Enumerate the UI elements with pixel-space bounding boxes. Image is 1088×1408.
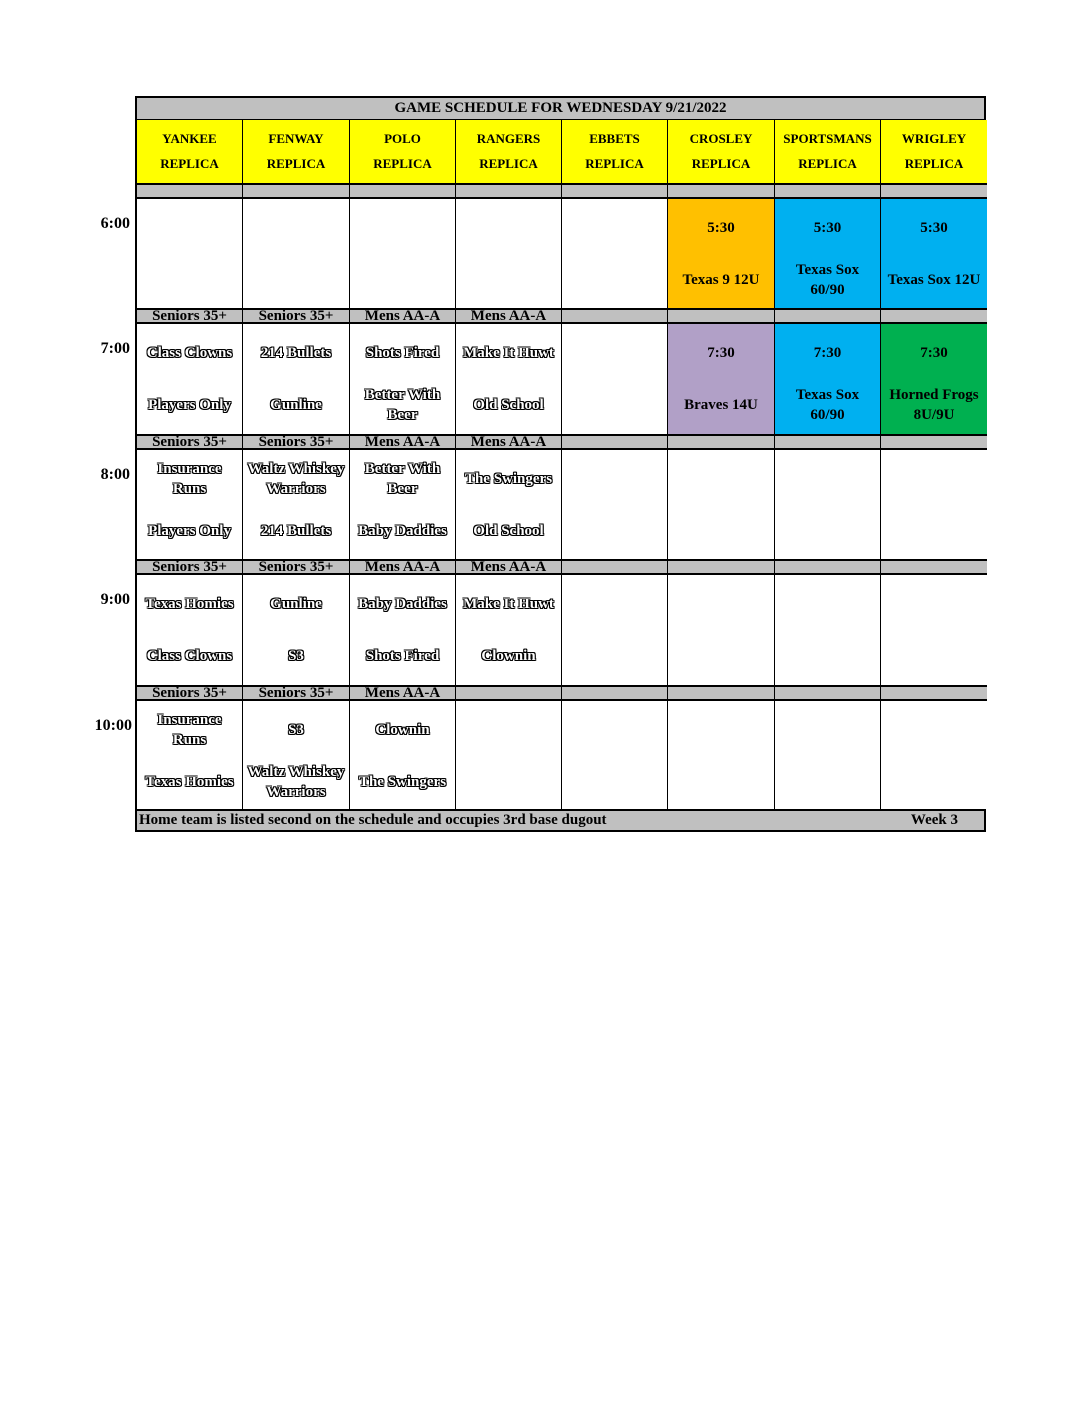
home-team: Baby Daddies [358, 523, 447, 539]
field-header-rangers [456, 120, 562, 183]
home-team [456, 255, 561, 305]
away-team [562, 454, 667, 504]
game-cell [562, 324, 668, 434]
game-cell [137, 575, 243, 685]
game-cell [775, 450, 881, 559]
division-label [137, 183, 243, 199]
home-team [668, 631, 774, 681]
game-cell [775, 324, 881, 434]
division-label [562, 559, 668, 575]
game-cell [881, 575, 987, 685]
home-team: Players Only [148, 523, 231, 539]
home-team [562, 506, 667, 556]
division-label [456, 183, 562, 199]
division-label [881, 434, 987, 450]
home-team [562, 757, 667, 807]
home-team: Texas 9 12U [682, 272, 760, 288]
division-label: Seniors 35+ [137, 559, 243, 575]
field-header-ebbets [562, 120, 668, 183]
away-team: Shots Fired [365, 345, 440, 361]
division-label [668, 183, 775, 199]
game-cell [350, 324, 456, 434]
game-cell [668, 575, 775, 685]
week-label: Week 3 [910, 812, 958, 828]
footer-note-bar [137, 809, 984, 830]
home-team [668, 506, 774, 556]
game-cell [562, 575, 668, 685]
away-team: 5:30 [813, 220, 842, 236]
field-sub: REPLICA [479, 156, 538, 172]
away-team: Clownin [375, 722, 430, 738]
field-name: RANGERS [476, 130, 541, 146]
home-team: Texas Sox 12U [887, 272, 981, 288]
away-team: Texas Homies [145, 596, 234, 612]
division-label [881, 685, 987, 701]
time-label: 10:00 [94, 717, 132, 734]
division-label: Mens AA-A [350, 434, 456, 450]
division-label [562, 685, 668, 701]
division-label: Seniors 35+ [137, 685, 243, 701]
away-team [562, 579, 667, 629]
away-team [562, 203, 667, 253]
away-team [350, 203, 455, 253]
away-team: 7:30 [707, 345, 735, 361]
division-label [668, 559, 775, 575]
division-label: Seniors 35+ [137, 308, 243, 324]
away-team [668, 579, 774, 629]
game-cell [456, 575, 562, 685]
home-team [881, 757, 987, 807]
away-team: 7:30 [920, 345, 948, 361]
home-team [350, 255, 455, 305]
game-cell [456, 701, 562, 809]
division-label: Mens AA-A [350, 308, 456, 324]
schedule-table [135, 96, 986, 832]
division-label [668, 308, 775, 324]
away-team [775, 579, 880, 629]
division-label [775, 183, 881, 199]
home-team [775, 757, 880, 807]
home-team: Old School [473, 523, 544, 539]
away-team: The Swingers [464, 471, 553, 487]
field-sub: REPLICA [266, 156, 326, 172]
field-header-sportsmans [775, 120, 881, 183]
away-team: 214 Bullets [260, 345, 332, 361]
time-label: 9:00 [100, 591, 130, 608]
game-cell [881, 701, 987, 809]
home-team: Horned Frogs 8U/9U [889, 387, 979, 423]
away-team [668, 705, 774, 755]
game-cell [562, 199, 668, 308]
game-cell [562, 701, 668, 809]
home-team: Players Only [148, 397, 231, 413]
game-cell [137, 701, 243, 809]
home-team: Texas Sox 60/90 [795, 262, 860, 298]
division-label [775, 434, 881, 450]
game-cell [350, 701, 456, 809]
division-label: Mens AA-A [456, 434, 562, 450]
division-label [775, 559, 881, 575]
game-cell [881, 199, 987, 308]
division-label: Mens AA-A [350, 685, 456, 701]
field-header-wrigley [881, 120, 987, 183]
home-team [137, 255, 242, 305]
game-cell [881, 450, 987, 559]
game-cell [243, 450, 350, 559]
division-label: Mens AA-A [456, 559, 562, 575]
division-label [668, 685, 775, 701]
away-team: Insurance Runs [157, 712, 222, 748]
game-cell [243, 701, 350, 809]
away-team [562, 328, 667, 378]
home-team [775, 506, 880, 556]
field-sub: REPLICA [904, 156, 964, 172]
footer-note: Home team is listed second on the schedule and occupies 3rd base dugout [139, 812, 607, 828]
field-name: CROSLEY [689, 130, 753, 146]
field-sub: REPLICA [585, 156, 644, 172]
field-sub: REPLICA [798, 156, 857, 172]
division-label: Seniors 35+ [243, 308, 350, 324]
field-sub: REPLICA [373, 156, 432, 172]
time-label: 6:00 [100, 215, 130, 232]
home-team: Braves 14U [684, 397, 758, 413]
field-name: FENWAY [268, 130, 324, 146]
away-team [456, 705, 561, 755]
division-label [562, 183, 668, 199]
away-team: Insurance Runs [157, 461, 222, 497]
away-team [881, 579, 987, 629]
game-cell [350, 575, 456, 685]
field-sub: REPLICA [160, 156, 219, 172]
game-cell [562, 450, 668, 559]
home-team: Old School [473, 397, 544, 413]
away-team [881, 454, 987, 504]
home-team: Better With Beer [364, 387, 441, 423]
away-team [881, 705, 987, 755]
game-cell [243, 575, 350, 685]
division-label: Seniors 35+ [137, 434, 243, 450]
home-team: Gunline [270, 397, 322, 413]
division-label: Seniors 35+ [243, 559, 350, 575]
division-label: Seniors 35+ [243, 685, 350, 701]
division-label [881, 559, 987, 575]
away-team: Gunline [270, 596, 322, 612]
field-name: SPORTSMANS [783, 130, 872, 146]
game-cell [137, 324, 243, 434]
home-team: Class Clowns [146, 648, 233, 664]
division-label [350, 183, 456, 199]
home-team [668, 757, 774, 807]
home-team [562, 255, 667, 305]
away-team: S3 [288, 722, 304, 738]
game-cell [668, 450, 775, 559]
away-team: 5:30 [920, 220, 948, 236]
game-cell [243, 324, 350, 434]
away-team: Better With Beer [364, 461, 441, 497]
away-team [775, 454, 880, 504]
away-team [243, 203, 349, 253]
home-team: Texas Homies [145, 774, 234, 790]
division-label [562, 308, 668, 324]
away-team: Make It Huwt [463, 596, 554, 612]
division-label [668, 434, 775, 450]
division-label: Mens AA-A [350, 559, 456, 575]
away-team [562, 705, 667, 755]
division-label: Seniors 35+ [243, 434, 350, 450]
home-team [562, 631, 667, 681]
game-cell [137, 450, 243, 559]
division-label [881, 308, 987, 324]
division-label [456, 685, 562, 701]
field-header-fenway [243, 120, 350, 183]
home-team [775, 631, 880, 681]
division-label [775, 308, 881, 324]
game-cell [456, 324, 562, 434]
game-cell [775, 701, 881, 809]
division-label [562, 434, 668, 450]
home-team: 214 Bullets [260, 523, 332, 539]
game-cell [775, 575, 881, 685]
field-name: EBBETS [589, 130, 640, 146]
game-cell [668, 199, 775, 308]
game-cell [137, 199, 243, 308]
away-team: Class Clowns [146, 345, 233, 361]
home-team [243, 255, 349, 305]
game-cell [881, 324, 987, 434]
game-cell [775, 199, 881, 308]
game-cell [668, 324, 775, 434]
game-cell [668, 701, 775, 809]
division-label: Mens AA-A [456, 308, 562, 324]
away-team: 7:30 [813, 345, 842, 361]
home-team: Texas Sox 60/90 [795, 387, 860, 423]
away-team: Make It Huwt [463, 345, 554, 361]
division-label [243, 183, 350, 199]
away-team [137, 203, 242, 253]
home-team: Waltz Whiskey Warriors [247, 764, 345, 800]
game-cell [456, 199, 562, 308]
field-header-yankee [137, 120, 243, 183]
away-team: Baby Daddies [358, 596, 447, 612]
time-label: 8:00 [100, 466, 130, 483]
field-name: YANKEE [162, 130, 217, 146]
division-label [881, 183, 987, 199]
field-name: POLO [384, 130, 421, 146]
away-team [668, 454, 774, 504]
home-team: Shots Fired [365, 648, 440, 664]
field-name: WRIGLEY [901, 130, 967, 146]
away-team: Waltz Whiskey Warriors [247, 461, 345, 497]
division-label [775, 685, 881, 701]
home-team: Clownin [481, 648, 536, 664]
home-team [881, 631, 987, 681]
schedule-title: GAME SCHEDULE FOR WEDNESDAY 9/21/2022 [137, 98, 984, 120]
game-cell [243, 199, 350, 308]
game-cell [456, 450, 562, 559]
home-team [881, 506, 987, 556]
field-sub: REPLICA [691, 156, 751, 172]
home-team [456, 757, 561, 807]
home-team: S3 [288, 648, 304, 664]
game-cell [350, 450, 456, 559]
away-team [775, 705, 880, 755]
field-header-polo [350, 120, 456, 183]
field-header-crosley [668, 120, 775, 183]
time-label: 7:00 [100, 340, 130, 357]
game-cell [350, 199, 456, 308]
away-team [456, 203, 561, 253]
home-team [562, 380, 667, 430]
away-team: 5:30 [707, 220, 735, 236]
home-team: The Swingers [358, 774, 447, 790]
